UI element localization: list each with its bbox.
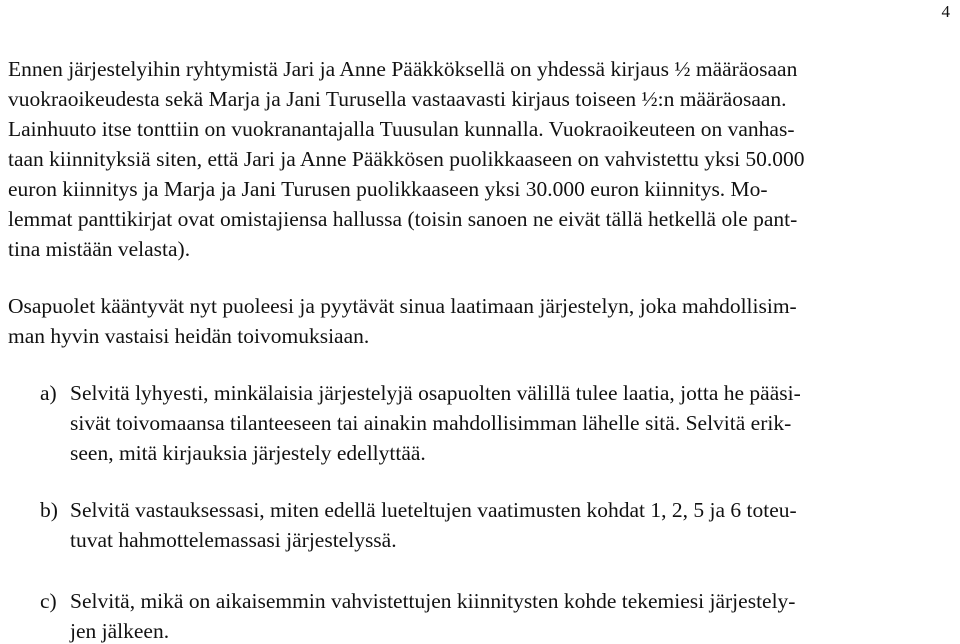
text-line: Ennen järjestelyihin ryhtymistä Jari ja Anne Pääkköksellä on yhdessä kirjaus ½ määräosaan xyxy=(8,57,798,81)
text-line: taan kiinnityksiä siten, että Jari ja Anne Pääkkösen puolikkaaseen on vahvistettu yksi 50.000 xyxy=(8,147,805,171)
text-line: tina mistään velasta). xyxy=(8,237,191,261)
question-label: b) xyxy=(40,498,58,522)
text-line: vuokraoikeudesta sekä Marja ja Jani Turusella vastaavasti kirjaus toiseen ½:n määräosaan. xyxy=(8,87,787,111)
text-line: euron kiinnitys ja Marja ja Jani Turusen puolikkaaseen yksi 30.000 euron kiinnitys. Mo- xyxy=(8,177,768,201)
question-line: sivät toivomaansa tilanteeseen tai ainakin mahdollisimman lähelle sitä. Selvitä erik- xyxy=(70,411,792,435)
question-label: c) xyxy=(40,589,57,613)
question-line: jen jälkeen. xyxy=(70,619,170,643)
text-line: Osapuolet kääntyvät nyt puoleesi ja pyytävät sinua laatimaan järjestelyn, joka mahdollisim- xyxy=(8,294,797,318)
text-line: lemmat panttikirjat ovat omistajiensa hallussa (toisin sanoen ne eivät tällä hetkellä ole pant- xyxy=(8,207,798,231)
text-line: Lainhuuto itse tonttiin on vuokranantajalla Tuusulan kunnalla. Vuokraoikeuteen on vanhas- xyxy=(8,117,795,141)
question-line: seen, mitä kirjauksia järjestely edellyttää. xyxy=(70,441,426,465)
question-line: Selvitä lyhyesti, minkälaisia järjestelyjä osapuolten välillä tulee laatia, jotta he pääsi- xyxy=(70,381,801,405)
question-label: a) xyxy=(40,381,57,405)
question-line: Selvitä vastauksessasi, miten edellä lueteltujen vaatimusten kohdat 1, 2, 5 ja 6 toteu- xyxy=(70,498,797,522)
question-line: Selvitä, mikä on aikaisemmin vahvistettujen kiinnitysten kohde tekemiesi järjestely- xyxy=(70,589,796,613)
page-number: 4 xyxy=(941,2,950,21)
text-line: man hyvin vastaisi heidän toivomuksiaan. xyxy=(8,324,370,348)
question-line: tuvat hahmottelemassasi järjestelyssä. xyxy=(70,528,397,552)
